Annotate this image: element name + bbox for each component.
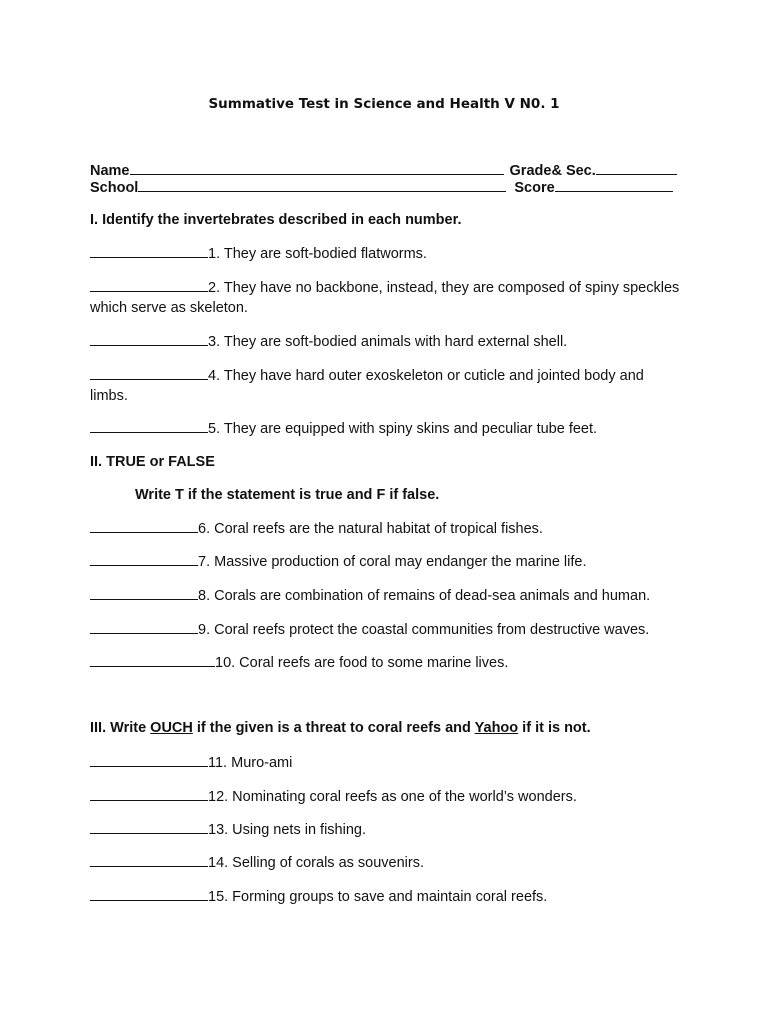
yahoo-keyword: Yahoo xyxy=(474,720,519,736)
question-item xyxy=(90,551,680,572)
question-item xyxy=(90,585,680,606)
question-text: 1. They are soft-bodied flatworms. xyxy=(208,246,427,262)
question-text: 11. Muro-ami xyxy=(208,755,293,771)
question-text: 13. Using nets in fishing. xyxy=(208,822,366,838)
answer-blank[interactable] xyxy=(90,819,208,834)
section-3-heading xyxy=(90,720,591,736)
score-label: Score xyxy=(514,180,555,196)
school-label: School xyxy=(90,180,139,196)
answer-blank[interactable] xyxy=(90,418,208,433)
question-text: 14. Selling of corals as souvenirs. xyxy=(208,855,424,871)
question-text: 6. Coral reefs are the natural habitat of tropical fishes. xyxy=(198,521,543,537)
question-item xyxy=(90,852,680,873)
ouch-keyword: OUCH xyxy=(150,720,193,736)
heading-text: III. Write xyxy=(90,720,151,736)
question-text: 3. They are soft-bodied animals with hard external shell. xyxy=(208,334,568,350)
answer-blank[interactable] xyxy=(90,243,208,258)
question-text: 15. Forming groups to save and maintain coral reefs. xyxy=(208,889,548,905)
question-text: 8. Corals are combination of remains of dead-sea animals and human. xyxy=(198,588,651,604)
question-text: 4. They have hard outer exoskeleton or cuticle and jointed body and limbs. xyxy=(90,368,644,404)
answer-blank[interactable] xyxy=(90,365,208,380)
heading-text: if it is not. xyxy=(518,720,591,736)
question-item xyxy=(90,518,680,539)
question-text: 7. Massive production of coral may endanger the marine life. xyxy=(198,554,587,570)
name-field-line[interactable] xyxy=(130,160,504,175)
answer-blank[interactable] xyxy=(90,619,198,634)
answer-blank[interactable] xyxy=(90,652,215,667)
answer-blank[interactable] xyxy=(90,585,198,600)
school-field-line[interactable] xyxy=(138,177,506,192)
question-item xyxy=(90,619,680,640)
school-score-row xyxy=(90,177,690,196)
question-item xyxy=(90,652,680,673)
answer-blank[interactable] xyxy=(90,277,208,292)
grade-field-line[interactable] xyxy=(596,160,677,175)
question-item xyxy=(90,277,680,318)
answer-blank[interactable] xyxy=(90,518,198,533)
question-item xyxy=(90,786,680,807)
question-item xyxy=(90,886,680,907)
answer-blank[interactable] xyxy=(90,551,198,566)
section-2-instruction: Write T if the statement is true and F if false. xyxy=(135,487,440,503)
heading-text: if the given is a threat to coral reefs and xyxy=(192,720,475,736)
question-item xyxy=(90,331,680,352)
question-item xyxy=(90,752,680,773)
answer-blank[interactable] xyxy=(90,786,208,801)
score-field-line[interactable] xyxy=(555,177,673,192)
page-title: Summative Test in Science and Health V N0. 1 xyxy=(208,96,560,112)
question-text: 10. Coral reefs are food to some marine lives. xyxy=(215,655,509,671)
section-1-heading: I. Identify the invertebrates described in each number. xyxy=(90,212,462,228)
question-text: 9. Coral reefs protect the coastal communities from destructive waves. xyxy=(198,622,650,638)
answer-blank[interactable] xyxy=(90,852,208,867)
section-2-heading: II. TRUE or FALSE xyxy=(90,454,215,470)
answer-blank[interactable] xyxy=(90,331,208,346)
grade-label: Grade& Sec. xyxy=(509,163,596,179)
question-item xyxy=(90,243,680,264)
question-text: 12. Nominating coral reefs as one of the world’s wonders. xyxy=(208,789,577,805)
question-item xyxy=(90,418,680,439)
question-item xyxy=(90,365,680,406)
answer-blank[interactable] xyxy=(90,752,208,767)
answer-blank[interactable] xyxy=(90,886,208,901)
question-item xyxy=(90,819,680,840)
name-label: Name xyxy=(90,163,130,179)
question-text: 5. They are equipped with spiny skins and peculiar tube feet. xyxy=(208,421,598,437)
question-text: 2. They have no backbone, instead, they are composed of spiny speckles which serve as skeleton. xyxy=(90,280,680,316)
